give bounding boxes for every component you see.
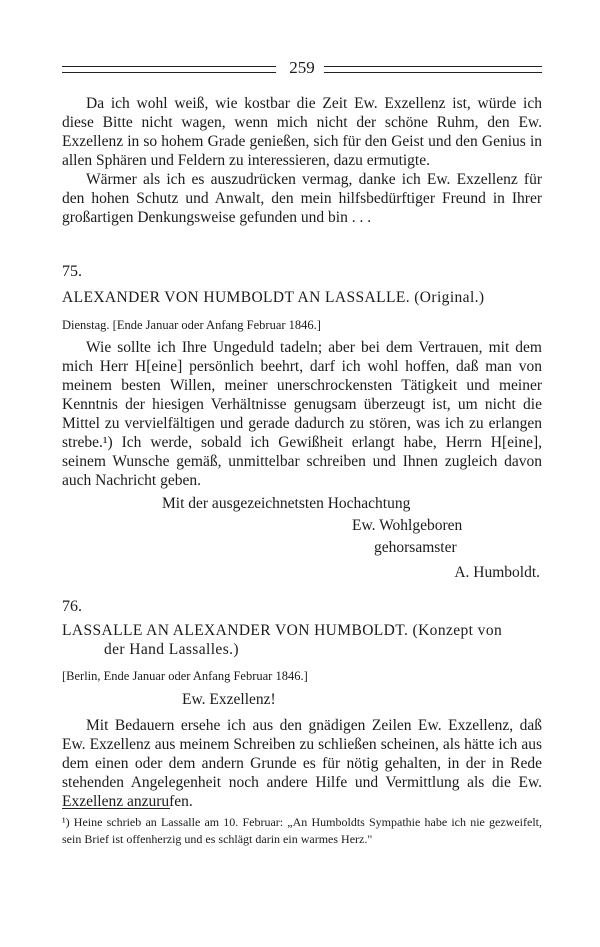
running-header <box>62 58 542 80</box>
letter-body: Mit Bedauern ersehe ich aus den gnädigen Zeilen Ew. Exzellenz, daß Ew. Exzellenz aus meinem Schreiben zu schließen scheinen, als hätte ich aus dem einen oder dem andern Grunde es für nötig gehalten, in der in Rede stehenden Angelegenheit noch andere Hilfe und Vermittlung als die Ew. Exzellenz anzurufen. <box>62 717 542 810</box>
letter-76 <box>62 597 542 811</box>
letter-number: 75. <box>62 263 82 280</box>
page-number: 259 <box>289 58 315 77</box>
letter-heading <box>62 621 542 659</box>
footnote: ¹) Heine schrieb an Lassalle am 10. Februar: „An Humboldts Sympathie habe ich nie gezweifelt, sein Brief ist offenherzig und es schlägt darin ein warmes Herz." <box>62 815 542 846</box>
letter-number: 76. <box>62 598 82 615</box>
footnote-rule <box>62 808 170 809</box>
closing-line: Ew. Wohlgeboren <box>352 517 463 534</box>
header-rule-right <box>324 66 542 73</box>
letter-date: Dienstag. [Ende Januar oder Anfang Februar 1846.] <box>62 318 321 332</box>
letter-75 <box>62 262 542 582</box>
closing-line: Mit der ausgezeichnetsten Hochachtung <box>162 495 411 512</box>
salutation: Ew. Exzellenz! <box>182 691 276 708</box>
letter-heading-line: der Hand Lassalles.) <box>104 641 239 658</box>
intro-paragraph: Wärmer als ich es auszudrücken vermag, danke ich Ew. Exzellenz für den hohen Schutz und Anwalt, den mein hilfsbedürftiger Freund in Ihrer großartigen Denkungsweise gefunden und bin . . . <box>62 171 542 226</box>
signature: A. Humboldt. <box>454 564 540 581</box>
letter-date: [Berlin, Ende Januar oder Anfang Februar 1846.] <box>62 669 308 683</box>
letter-heading-line: LASSALLE AN ALEXANDER VON HUMBOLDT. (Konzept von <box>62 622 503 639</box>
closing-line: gehorsamster <box>374 539 457 556</box>
letter-body: Wie sollte ich Ihre Ungeduld tadeln; aber bei dem Vertrauen, mit dem mich Herr H[eine] persönlich beehrt, darf ich wohl hoffen, daß man von meinem besten Willen, meiner unerschrockensten Tätigkeit und meiner Kenntnis der hiesigen Verhältnisse genugsam überzeugt ist, um nicht die Mittel zu vervielfältigen und gerade dadurch zu stören, was ich zu erlangen strebe.¹) Ich werde, sobald ich Gewißheit erlangt habe, Herrn H[eine], seinem Wunsche gemäß, unmittelbar schreiben und Ihnen zugleich davon auch Nachricht geben. <box>62 339 542 489</box>
letter-heading: ALEXANDER VON HUMBOLDT AN LASSALLE. (Original.) <box>62 289 485 306</box>
intro-text <box>62 94 542 227</box>
intro-paragraph: Da ich wohl weiß, wie kostbar die Zeit Ew. Exzellenz ist, würde ich diese Bitte nicht wagen, wenn mich nicht der schöne Ruhm, den Ew. Exzellenz in so hohem Grade genießen, sich für den Geist und den Genius in allen Sphären und Feldern zu interessieren, dazu ermutigte. <box>62 95 542 169</box>
